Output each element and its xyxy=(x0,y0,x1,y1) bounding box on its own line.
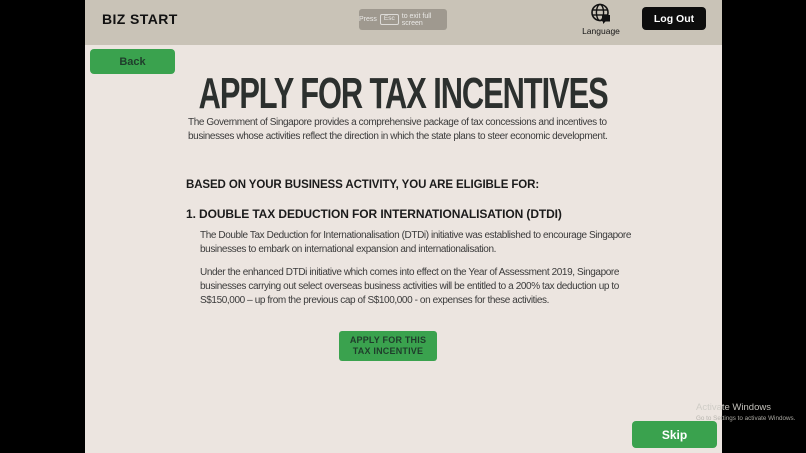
eligibility-heading: BASED ON YOUR BUSINESS ACTIVITY, YOU ARE ELIGIBLE FOR: xyxy=(186,179,540,191)
fullscreen-exit-toast xyxy=(359,9,447,30)
main-content xyxy=(85,45,722,453)
toast-press-text: Press xyxy=(359,16,377,23)
back-button[interactable]: Back xyxy=(90,49,175,74)
globe-language-icon xyxy=(589,2,613,26)
intro-paragraph: The Government of Singapore provides a comprehensive package of tax concessions and incentives to businesses whose activities reflect the direction in which the state plans to steer economic development. xyxy=(188,117,608,142)
toast-suffix-text: to exit full screen xyxy=(401,12,432,27)
watermark-line1: Activate Windows xyxy=(696,402,771,413)
app-window xyxy=(85,0,722,453)
esc-key-badge: Esc xyxy=(380,14,399,25)
log-out-button[interactable]: Log Out xyxy=(642,7,706,30)
top-bar xyxy=(85,0,722,45)
language-selector[interactable] xyxy=(581,2,621,36)
incentive-paragraph-1: The Double Tax Deduction for Internationalisation (DTDi) initiative was established to encourage Singapore businesses to embark on international expansion and internationalisation. xyxy=(200,230,632,255)
skip-button[interactable]: Skip xyxy=(632,421,717,448)
incentive-heading: 1. DOUBLE TAX DEDUCTION FOR INTERNATIONALISATION (DTDI) xyxy=(186,207,562,221)
language-label: Language xyxy=(582,26,620,36)
app-brand: BIZ START xyxy=(102,11,178,27)
title-container xyxy=(85,69,722,119)
apply-incentive-button[interactable]: APPLY FOR THIS TAX INCENTIVE xyxy=(339,331,437,361)
incentive-paragraph-2: Under the enhanced DTDi initiative which comes into effect on the Year of Assessment 2019, Singapore businesses carrying out select overseas business activities will be entitled to a 200% tax deduction up to S$150,000 – up from the previous cap of S$100,000 - on expenses for these activities. xyxy=(200,267,619,306)
watermark-line2: Go to Settings to activate Windows. xyxy=(696,415,796,422)
page-title: APPLY FOR TAX INCENTIVES xyxy=(199,69,608,118)
